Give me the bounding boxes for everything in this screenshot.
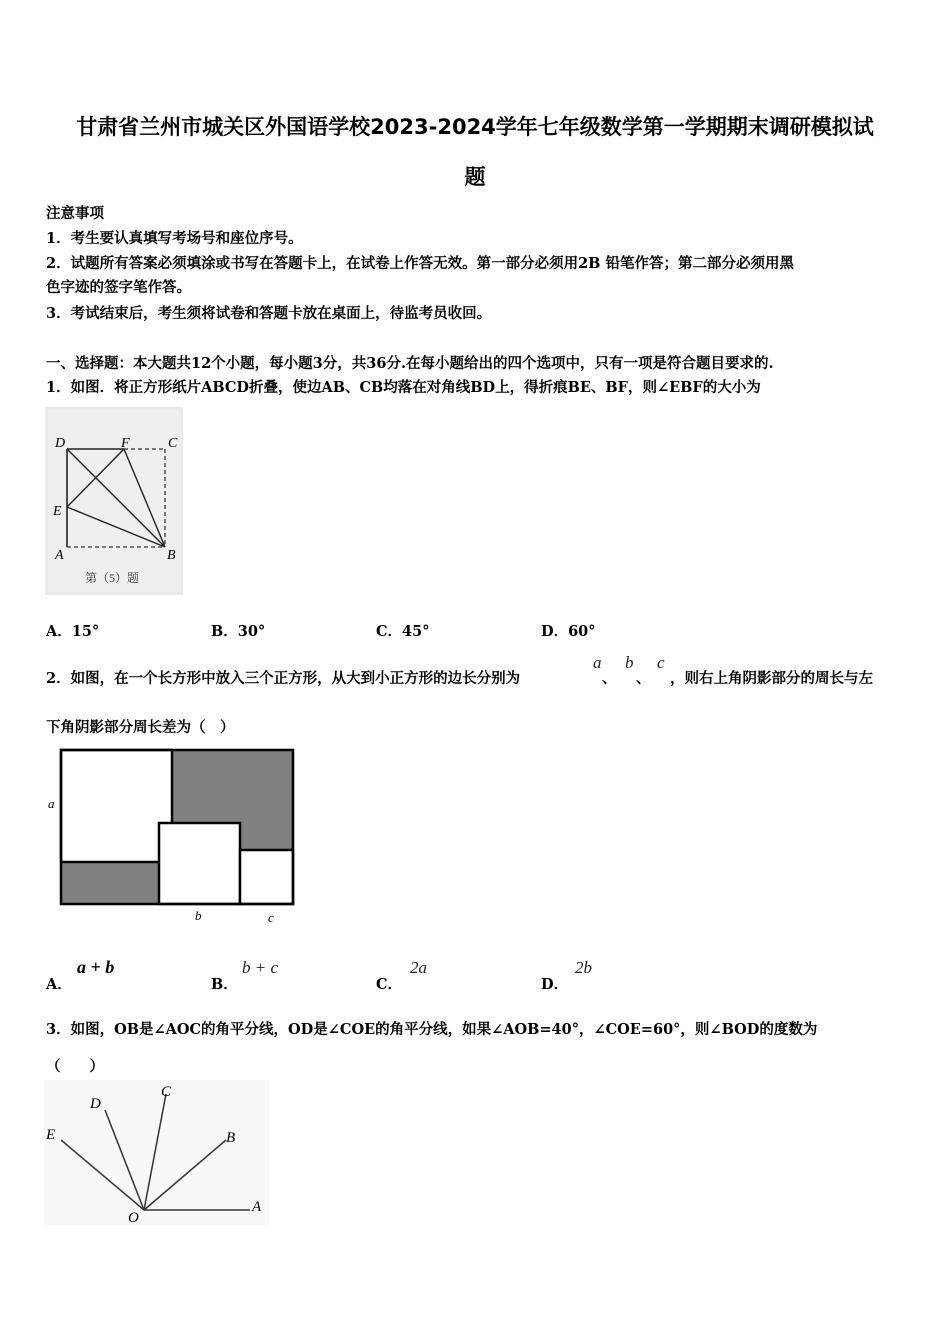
question-3-stem: 3．如图，OB是∠AOC的角平分线，OD是∠COE的角平分线，如果∠AOB=40°，∠COE=60°，则∠BOD的度数为	[46, 1021, 818, 1038]
side-label-c: c	[268, 910, 274, 925]
option-a[interactable]: A．15°	[46, 623, 100, 640]
variable-c: c	[657, 653, 665, 672]
question-3-answer-paren: （ ）	[46, 1058, 104, 1075]
option-c[interactable]: C．45°	[376, 623, 430, 640]
point-label-B: B	[167, 548, 176, 563]
point-label-D: D	[55, 436, 66, 451]
variable-a: a	[593, 653, 602, 672]
option-c-expression: 2a	[410, 958, 427, 977]
ray-label-E: E	[46, 1127, 56, 1143]
notice-item: 色字迹的签字笔作答。	[46, 279, 191, 296]
option-d[interactable]: D．60°	[541, 623, 596, 640]
figure-caption: 第（5）题	[85, 571, 140, 585]
option-b[interactable]: B．30°	[211, 623, 266, 640]
option-b[interactable]: B．	[211, 976, 238, 993]
ray-label-B: B	[226, 1130, 236, 1146]
ray-label-D: D	[90, 1096, 101, 1112]
question-2-figure	[45, 746, 300, 926]
question-2-stem-cont: ，则右上角阴影部分的周长与左	[670, 670, 873, 687]
ray-label-A: A	[252, 1199, 262, 1215]
side-label-b: b	[195, 908, 202, 923]
question-1-stem: 1．如图．将正方形纸片ABCD折叠，使边AB、CB均落在对角线BD上，得折痕BE、BF，则∠EBF的大小为	[46, 379, 761, 396]
option-c[interactable]: C．	[376, 976, 403, 993]
option-b-expression: b + c	[242, 958, 279, 977]
page-title-continued: 题	[464, 165, 486, 189]
question-3-figure	[44, 1080, 269, 1225]
page-title: 甘肃省兰州市城关区外国语学校2023-2024学年七年级数学第一学期期末调研模拟试	[76, 115, 874, 139]
question-2-stem: 2．如图，在一个长方形中放入三个正方形，从大到小正方形的边长分别为	[46, 670, 521, 687]
option-a-expression: a + b	[77, 957, 115, 977]
point-label-C: C	[168, 436, 178, 451]
separator: 、	[602, 670, 617, 687]
point-label-A: A	[55, 548, 64, 563]
notice-heading: 注意事项	[46, 205, 104, 222]
notice-item: 1．考生要认真填写考场号和座位序号。	[46, 230, 303, 247]
notice-item: 3．考试结束后，考生须将试卷和答题卡放在桌面上，待监考员收回。	[46, 305, 492, 322]
question-1-figure	[45, 407, 183, 595]
point-label-E: E	[53, 504, 62, 519]
vertex-label-O: O	[128, 1210, 139, 1225]
option-a[interactable]: A．	[46, 976, 72, 993]
side-label-a: a	[48, 796, 55, 811]
option-d-expression: 2b	[575, 958, 592, 977]
ray-label-C: C	[161, 1084, 172, 1100]
question-2-stem-line2: 下角阴影部分周长差为（ ）	[46, 719, 235, 736]
variable-b: b	[625, 653, 634, 672]
option-d[interactable]: D．	[541, 976, 569, 993]
section-heading: 一、选择题：本大题共12个小题，每小题3分，共36分.在每小题给出的四个选项中，只有一项是符合题目要求的.	[46, 355, 774, 372]
point-label-F: F	[121, 436, 130, 451]
notice-item: 2．试题所有答案必须填涂或书写在答题卡上，在试卷上作答无效。第一部分必须用2B 铅笔作答；第二部分必须用黑	[46, 255, 794, 272]
separator: 、	[636, 670, 651, 687]
